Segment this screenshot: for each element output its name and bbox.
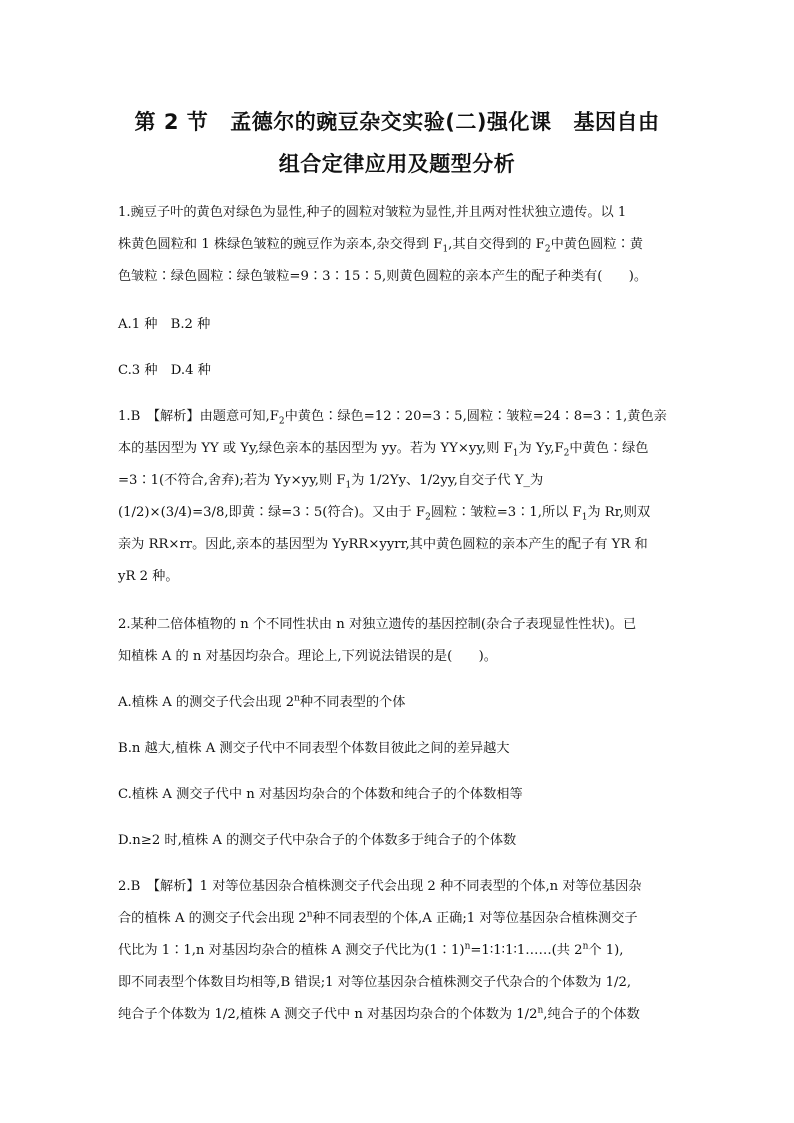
a2-line-3: 代比为 1∶1,n 对基因均杂合的植株 A 测交子代比为(1∶1)$^n$=1∶1∶1∶1……(共 2$^n$个 1), [118,941,624,958]
q2-line-1: 2.某种二倍体植物的 n 个不同性状由 n 对独立遗传的基因控制(杂合子表现显性性状)。已 [118,617,637,632]
section-subtitle-start: 基因自由 [573,110,660,134]
a2-line-4: 即不同表型个体数目均相等,B 错误;1 对等位基因杂合植株测交子代杂合的个体数为 1/2, [118,975,632,990]
q1-options-cd: C.3 种 D.4 种 [118,363,211,378]
q2-option-c: C.植株 A 测交子代中 n 对基因均杂合的个体数和纯合子的个体数相等 [118,787,523,802]
a1-line-3: =3∶1(不符合,舍弃);若为 Yy×yy,则 $F_1$为 1/2Yy、1/2yy,自交子代 Y_为 [118,473,544,491]
q2-option-b: B.n 越大,植株 A 测交子代中不同表型个体数目彼此之间的差异越大 [118,741,510,756]
q1-line-3: 色皱粒∶绿色圆粒∶绿色皱粒=9∶3∶15∶5,则黄色圆粒的亲本产生的配子种类有( )。 [118,269,648,284]
a2-line-1: 2.B 【解析】1 对等位基因杂合植株测交子代会出现 2 种不同表型的个体,n 对等位基因杂 [118,879,642,894]
a2-line-5: 纯合子个体数为 1/2,植株 A 测交子代中 n 对基因均杂合的个体数为 1/2$^n$,纯合子的个体数 [118,1005,640,1022]
section-title: 孟德尔的豌豆杂交实验(二)强化课 [230,110,552,134]
q1-options-ab: A.1 种 B.2 种 [118,317,211,332]
a2-line-2: 合的植株 A 的测交子代会出现 2$^n$种不同表型的个体,A 正确;1 对等位基因杂合植株测交子 [118,909,638,926]
q1-line-1: 1.豌豆子叶的黄色对绿色为显性,种子的圆粒对皱粒为显性,并且两对性状独立遗传。以 1 [118,205,627,220]
q2-option-a: A.植株 A 的测交子代会出现 2$^n$种不同表型的个体 [118,693,406,710]
page-title-line-1 [60,106,734,136]
a1-line-6: yR 2 种。 [118,569,179,584]
q2-option-d: D.n≥2 时,植株 A 的测交子代中杂合子的个体数多于纯合子的个体数 [118,833,517,848]
a1-line-2: 本的基因型为 YY 或 Yy,绿色亲本的基因型为 yy。若为 YY×yy,则 $F_1$为 $Yy,F_2$中黄色∶绿色 [118,441,649,459]
q2-line-2: 知植株 A 的 n 对基因均杂合。理论上,下列说法错误的是( )。 [118,649,497,664]
a1-line-5: 亲为 RR×rr。因此,亲本的基因型为 YyRR×yyrr,其中黄色圆粒的亲本产生的配子有 YR 和 [118,537,648,552]
q1-line-2: 株黄色圆粒和 1 株绿色皱粒的豌豆作为亲本,杂交得到 $F_1$,其自交得到的 $F_2$中黄色圆粒∶黄 [118,237,643,255]
a1-line-1: 1.B 【解析】由题意可知$,F_2$中黄色∶绿色=12∶20=3∶5,圆粒∶皱粒=24∶8=3∶1,黄色亲 [118,409,667,427]
section-number: 第 2 节 [134,110,209,134]
a1-line-4: (1/2)×(3/4)=3/8,即黄∶绿=3∶5(符合)。又由于 $F_2$圆粒∶皱粒=3∶1,所以 $F_1$为 Rr,则双 [118,505,651,523]
page-title-line-2: 组合定律应用及题型分析 [278,152,516,176]
